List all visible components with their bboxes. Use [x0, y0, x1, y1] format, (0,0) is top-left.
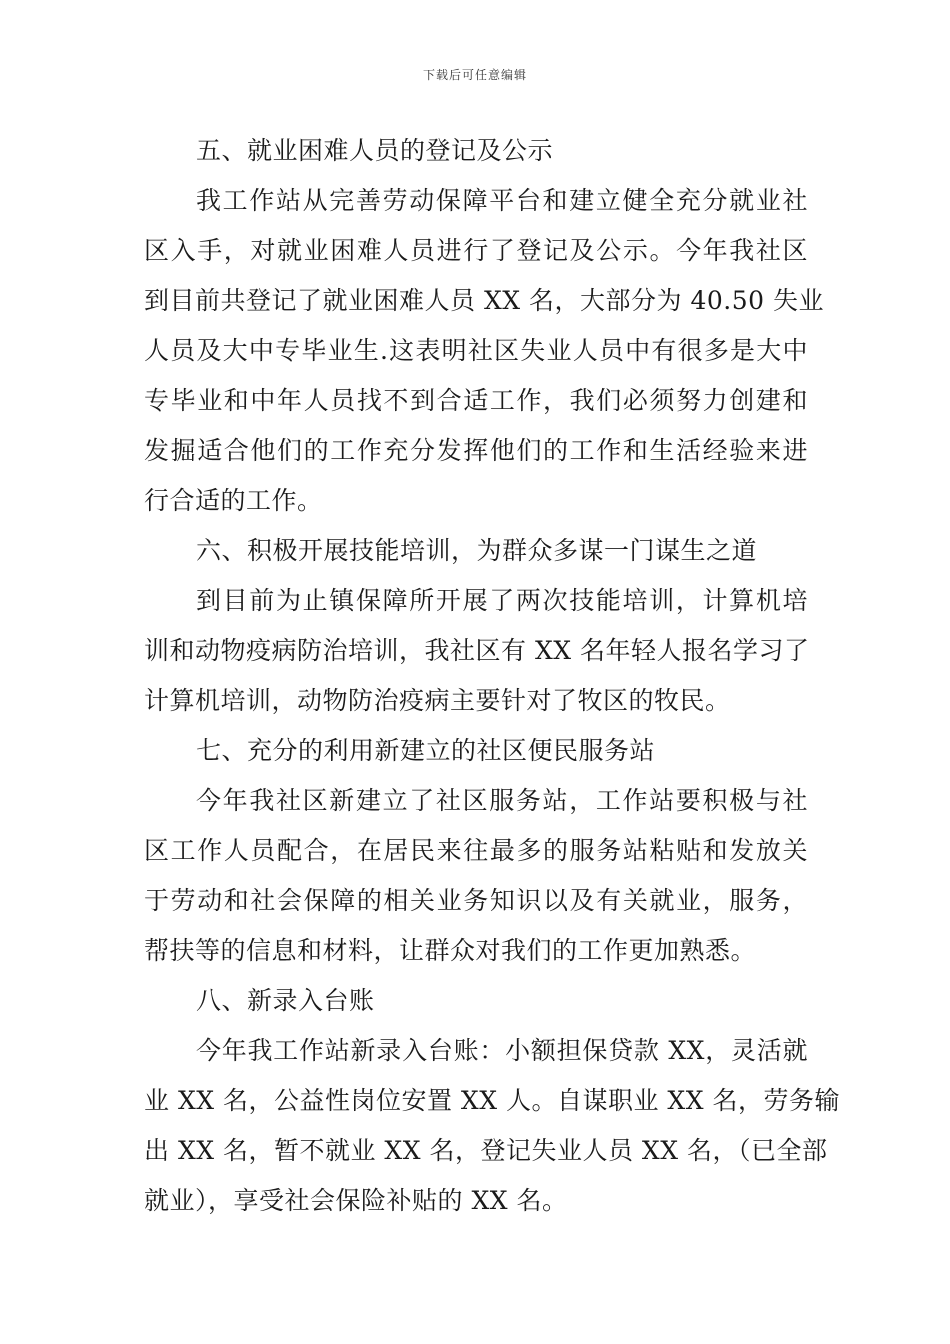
- paragraph-line: 训和动物疫病防治培训，我社区有 XX 名年轻人报名学习了: [144, 636, 810, 665]
- document-body: [144, 126, 840, 1226]
- paragraph-line: 发掘适合他们的工作充分发挥他们的工作和生活经验来进: [144, 436, 808, 465]
- paragraph-line: 我工作站从完善劳动保障平台和建立健全充分就业社: [196, 186, 808, 215]
- page-header-note: 下载后可任意编辑: [422, 68, 527, 82]
- paragraph-line: 区入手，对就业困难人员进行了登记及公示。今年我社区: [144, 236, 808, 265]
- paragraph-line: 就业），享受社会保险补贴的 XX 名。: [144, 1186, 568, 1215]
- paragraph-line: 专毕业和中年人员找不到合适工作，我们必须努力创建和: [144, 386, 808, 415]
- paragraph-line: 业 XX 名，公益性岗位安置 XX 人。自谋职业 XX 名，劳务输: [144, 1086, 840, 1115]
- paragraph-line: 出 XX 名，暂不就业 XX 名，登记失业人员 XX 名，（已全部: [144, 1136, 828, 1165]
- paragraph-line: 于劳动和社会保障的相关业务知识以及有关就业，服务，: [144, 886, 808, 915]
- section-heading-6: 六、积极开展技能培训，为群众多谋一门谋生之道: [196, 536, 758, 565]
- section-heading-8: 八、新录入台账: [196, 986, 375, 1015]
- paragraph-line: 行合适的工作。: [144, 486, 323, 515]
- paragraph-line: 人员及大中专毕业生.这表明社区失业人员中有很多是大中: [144, 336, 808, 365]
- paragraph-line: 帮扶等的信息和材料，让群众对我们的工作更加熟悉。: [144, 936, 757, 965]
- paragraph-line: 计算机培训，动物防治疫病主要针对了牧区的牧民。: [144, 686, 731, 715]
- paragraph-line: 今年我社区新建立了社区服务站，工作站要积极与社: [196, 786, 808, 815]
- section-heading-5: 五、就业困难人员的登记及公示: [196, 136, 554, 165]
- paragraph-line: 今年我工作站新录入台账：小额担保贷款 XX，灵活就: [196, 1036, 808, 1065]
- paragraph-line: 到目前共登记了就业困难人员 XX 名，大部分为 40.50 失业: [144, 286, 824, 315]
- paragraph-line: 区工作人员配合，在居民来往最多的服务站粘贴和发放关: [144, 836, 808, 865]
- section-heading-7: 七、充分的利用新建立的社区便民服务站: [196, 736, 656, 765]
- paragraph-line: 到目前为止镇保障所开展了两次技能培训，计算机培: [196, 586, 808, 615]
